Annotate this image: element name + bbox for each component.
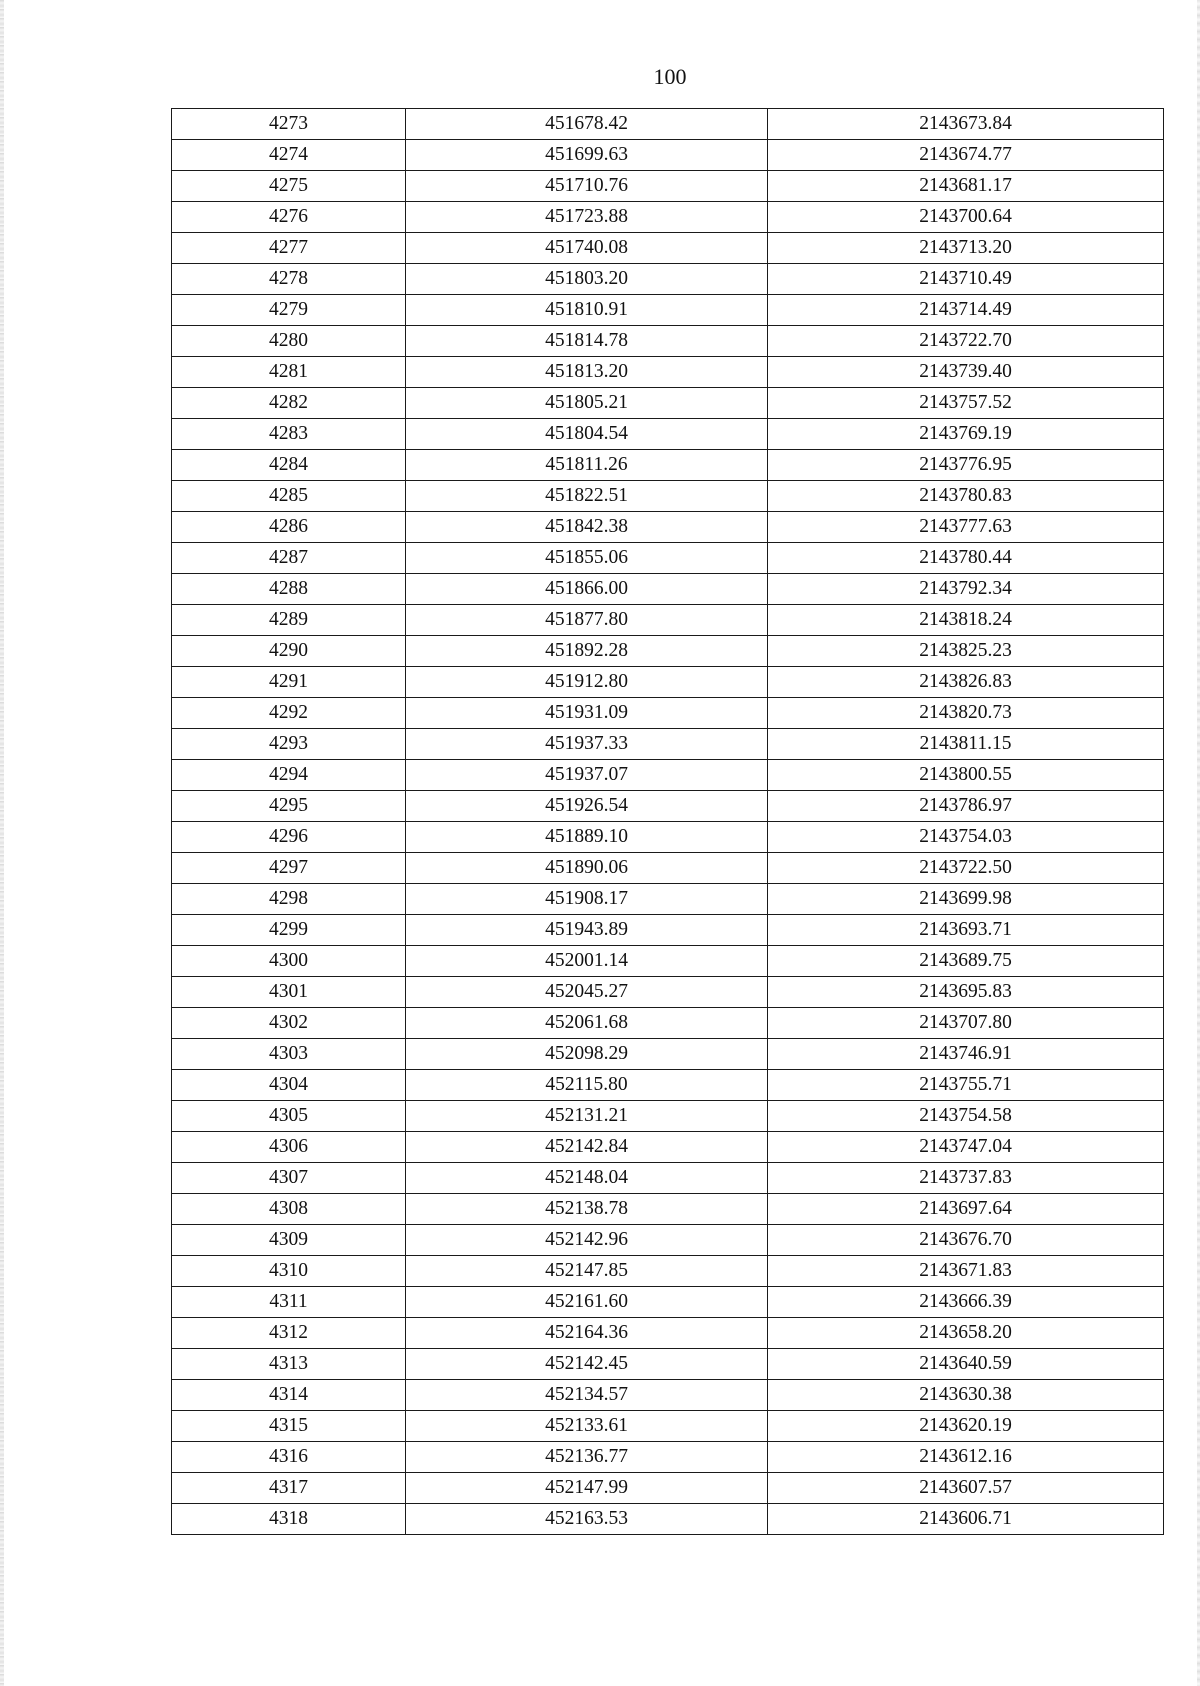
y-coordinate-cell: 2143755.71: [768, 1070, 1164, 1101]
x-coordinate-cell: 452142.45: [406, 1349, 768, 1380]
y-coordinate-cell: 2143777.63: [768, 512, 1164, 543]
x-coordinate-cell: 452142.84: [406, 1132, 768, 1163]
x-coordinate-cell: 452147.85: [406, 1256, 768, 1287]
y-coordinate-cell: 2143674.77: [768, 140, 1164, 171]
y-coordinate-cell: 2143699.98: [768, 884, 1164, 915]
point-number-cell: 4317: [172, 1473, 406, 1504]
point-number-cell: 4304: [172, 1070, 406, 1101]
y-coordinate-cell: 2143757.52: [768, 388, 1164, 419]
point-number-cell: 4290: [172, 636, 406, 667]
table-row: [172, 140, 1164, 171]
point-number-cell: 4280: [172, 326, 406, 357]
table-row: [172, 884, 1164, 915]
x-coordinate-cell: 451678.42: [406, 109, 768, 140]
x-coordinate-cell: 451805.21: [406, 388, 768, 419]
point-number-cell: 4293: [172, 729, 406, 760]
point-number-cell: 4299: [172, 915, 406, 946]
y-coordinate-cell: 2143754.58: [768, 1101, 1164, 1132]
x-coordinate-cell: 451803.20: [406, 264, 768, 295]
table-row: [172, 636, 1164, 667]
x-coordinate-cell: 451912.80: [406, 667, 768, 698]
table-row: [172, 667, 1164, 698]
x-coordinate-cell: 452045.27: [406, 977, 768, 1008]
table-row: [172, 915, 1164, 946]
point-number-cell: 4296: [172, 822, 406, 853]
x-coordinate-cell: 451931.09: [406, 698, 768, 729]
table-row: [172, 1473, 1164, 1504]
y-coordinate-cell: 2143786.97: [768, 791, 1164, 822]
point-number-cell: 4303: [172, 1039, 406, 1070]
table-row: [172, 1132, 1164, 1163]
y-coordinate-cell: 2143811.15: [768, 729, 1164, 760]
x-coordinate-cell: 451937.33: [406, 729, 768, 760]
table-row: [172, 295, 1164, 326]
y-coordinate-cell: 2143780.83: [768, 481, 1164, 512]
x-coordinate-cell: 451943.89: [406, 915, 768, 946]
y-coordinate-cell: 2143776.95: [768, 450, 1164, 481]
y-coordinate-cell: 2143820.73: [768, 698, 1164, 729]
table-row: [172, 1225, 1164, 1256]
x-coordinate-cell: 451908.17: [406, 884, 768, 915]
x-coordinate-cell: 452136.77: [406, 1442, 768, 1473]
y-coordinate-cell: 2143695.83: [768, 977, 1164, 1008]
table-row: [172, 543, 1164, 574]
x-coordinate-cell: 451890.06: [406, 853, 768, 884]
table-row: [172, 853, 1164, 884]
point-number-cell: 4291: [172, 667, 406, 698]
table-row: [172, 1411, 1164, 1442]
point-number-cell: 4288: [172, 574, 406, 605]
point-number-cell: 4302: [172, 1008, 406, 1039]
table-row: [172, 791, 1164, 822]
table-row: [172, 109, 1164, 140]
table-row: [172, 1163, 1164, 1194]
x-coordinate-cell: 451866.00: [406, 574, 768, 605]
y-coordinate-cell: 2143693.71: [768, 915, 1164, 946]
point-number-cell: 4311: [172, 1287, 406, 1318]
point-number-cell: 4313: [172, 1349, 406, 1380]
table-row: [172, 946, 1164, 977]
y-coordinate-cell: 2143713.20: [768, 233, 1164, 264]
table-row: [172, 1039, 1164, 1070]
point-number-cell: 4286: [172, 512, 406, 543]
table-row: [172, 1070, 1164, 1101]
table-row: [172, 574, 1164, 605]
y-coordinate-cell: 2143640.59: [768, 1349, 1164, 1380]
y-coordinate-cell: 2143707.80: [768, 1008, 1164, 1039]
y-coordinate-cell: 2143739.40: [768, 357, 1164, 388]
point-number-cell: 4300: [172, 946, 406, 977]
x-coordinate-cell: 452098.29: [406, 1039, 768, 1070]
y-coordinate-cell: 2143780.44: [768, 543, 1164, 574]
y-coordinate-cell: 2143607.57: [768, 1473, 1164, 1504]
table-row: [172, 729, 1164, 760]
x-coordinate-cell: 451740.08: [406, 233, 768, 264]
point-number-cell: 4282: [172, 388, 406, 419]
y-coordinate-cell: 2143666.39: [768, 1287, 1164, 1318]
x-coordinate-cell: 451710.76: [406, 171, 768, 202]
scan-edge-left: [0, 0, 4, 1686]
y-coordinate-cell: 2143746.91: [768, 1039, 1164, 1070]
x-coordinate-cell: 451811.26: [406, 450, 768, 481]
y-coordinate-cell: 2143606.71: [768, 1504, 1164, 1535]
point-number-cell: 4281: [172, 357, 406, 388]
x-coordinate-cell: 452061.68: [406, 1008, 768, 1039]
x-coordinate-cell: 452164.36: [406, 1318, 768, 1349]
x-coordinate-cell: 452001.14: [406, 946, 768, 977]
point-number-cell: 4298: [172, 884, 406, 915]
y-coordinate-cell: 2143630.38: [768, 1380, 1164, 1411]
point-number-cell: 4279: [172, 295, 406, 326]
y-coordinate-cell: 2143714.49: [768, 295, 1164, 326]
table-row: [172, 1194, 1164, 1225]
x-coordinate-cell: 452115.80: [406, 1070, 768, 1101]
point-number-cell: 4307: [172, 1163, 406, 1194]
point-number-cell: 4305: [172, 1101, 406, 1132]
coordinate-table: [171, 108, 1164, 1535]
y-coordinate-cell: 2143612.16: [768, 1442, 1164, 1473]
table-row: [172, 977, 1164, 1008]
x-coordinate-cell: 451877.80: [406, 605, 768, 636]
table-row: [172, 698, 1164, 729]
point-number-cell: 4318: [172, 1504, 406, 1535]
point-number-cell: 4308: [172, 1194, 406, 1225]
table-row: [172, 1256, 1164, 1287]
table-row: [172, 264, 1164, 295]
point-number-cell: 4276: [172, 202, 406, 233]
y-coordinate-cell: 2143700.64: [768, 202, 1164, 233]
table-row: [172, 419, 1164, 450]
point-number-cell: 4301: [172, 977, 406, 1008]
x-coordinate-cell: 451810.91: [406, 295, 768, 326]
point-number-cell: 4297: [172, 853, 406, 884]
point-number-cell: 4273: [172, 109, 406, 140]
x-coordinate-cell: 451889.10: [406, 822, 768, 853]
y-coordinate-cell: 2143689.75: [768, 946, 1164, 977]
y-coordinate-cell: 2143681.17: [768, 171, 1164, 202]
point-number-cell: 4289: [172, 605, 406, 636]
y-coordinate-cell: 2143697.64: [768, 1194, 1164, 1225]
x-coordinate-cell: 451813.20: [406, 357, 768, 388]
x-coordinate-cell: 451804.54: [406, 419, 768, 450]
y-coordinate-cell: 2143747.04: [768, 1132, 1164, 1163]
table-row: [172, 1318, 1164, 1349]
page-number: 100: [653, 64, 687, 89]
point-number-cell: 4287: [172, 543, 406, 574]
x-coordinate-cell: 452134.57: [406, 1380, 768, 1411]
point-number-cell: 4278: [172, 264, 406, 295]
table-row: [172, 760, 1164, 791]
point-number-cell: 4284: [172, 450, 406, 481]
table-row: [172, 1504, 1164, 1535]
table-row: [172, 1101, 1164, 1132]
table-row: [172, 450, 1164, 481]
x-coordinate-cell: 452147.99: [406, 1473, 768, 1504]
table-row: [172, 1008, 1164, 1039]
point-number-cell: 4295: [172, 791, 406, 822]
x-coordinate-cell: 452163.53: [406, 1504, 768, 1535]
point-number-cell: 4275: [172, 171, 406, 202]
x-coordinate-cell: 451937.07: [406, 760, 768, 791]
y-coordinate-cell: 2143673.84: [768, 109, 1164, 140]
table-row: [172, 326, 1164, 357]
y-coordinate-cell: 2143710.49: [768, 264, 1164, 295]
y-coordinate-cell: 2143722.50: [768, 853, 1164, 884]
y-coordinate-cell: 2143800.55: [768, 760, 1164, 791]
x-coordinate-cell: 451926.54: [406, 791, 768, 822]
point-number-cell: 4309: [172, 1225, 406, 1256]
table-row: [172, 171, 1164, 202]
table-row: [172, 605, 1164, 636]
x-coordinate-cell: 452133.61: [406, 1411, 768, 1442]
point-number-cell: 4294: [172, 760, 406, 791]
y-coordinate-cell: 2143620.19: [768, 1411, 1164, 1442]
table-row: [172, 512, 1164, 543]
point-number-cell: 4314: [172, 1380, 406, 1411]
y-coordinate-cell: 2143737.83: [768, 1163, 1164, 1194]
x-coordinate-cell: 451842.38: [406, 512, 768, 543]
table-row: [172, 202, 1164, 233]
point-number-cell: 4306: [172, 1132, 406, 1163]
table-row: [172, 388, 1164, 419]
x-coordinate-cell: 452142.96: [406, 1225, 768, 1256]
point-number-cell: 4283: [172, 419, 406, 450]
y-coordinate-cell: 2143826.83: [768, 667, 1164, 698]
point-number-cell: 4277: [172, 233, 406, 264]
x-coordinate-cell: 451814.78: [406, 326, 768, 357]
y-coordinate-cell: 2143722.70: [768, 326, 1164, 357]
x-coordinate-cell: 451855.06: [406, 543, 768, 574]
table-row: [172, 481, 1164, 512]
point-number-cell: 4285: [172, 481, 406, 512]
point-number-cell: 4315: [172, 1411, 406, 1442]
y-coordinate-cell: 2143769.19: [768, 419, 1164, 450]
point-number-cell: 4310: [172, 1256, 406, 1287]
point-number-cell: 4312: [172, 1318, 406, 1349]
y-coordinate-cell: 2143754.03: [768, 822, 1164, 853]
table-row: [172, 1442, 1164, 1473]
table-row: [172, 1380, 1164, 1411]
x-coordinate-cell: 452131.21: [406, 1101, 768, 1132]
y-coordinate-cell: 2143818.24: [768, 605, 1164, 636]
point-number-cell: 4274: [172, 140, 406, 171]
table-row: [172, 357, 1164, 388]
table-row: [172, 1287, 1164, 1318]
x-coordinate-cell: 452161.60: [406, 1287, 768, 1318]
y-coordinate-cell: 2143825.23: [768, 636, 1164, 667]
table-row: [172, 233, 1164, 264]
x-coordinate-cell: 452138.78: [406, 1194, 768, 1225]
y-coordinate-cell: 2143676.70: [768, 1225, 1164, 1256]
x-coordinate-cell: 451723.88: [406, 202, 768, 233]
x-coordinate-cell: 451822.51: [406, 481, 768, 512]
table-row: [172, 822, 1164, 853]
x-coordinate-cell: 451699.63: [406, 140, 768, 171]
point-number-cell: 4316: [172, 1442, 406, 1473]
coordinate-table-body: [172, 109, 1164, 1535]
y-coordinate-cell: 2143658.20: [768, 1318, 1164, 1349]
y-coordinate-cell: 2143792.34: [768, 574, 1164, 605]
x-coordinate-cell: 451892.28: [406, 636, 768, 667]
table-row: [172, 1349, 1164, 1380]
point-number-cell: 4292: [172, 698, 406, 729]
x-coordinate-cell: 452148.04: [406, 1163, 768, 1194]
y-coordinate-cell: 2143671.83: [768, 1256, 1164, 1287]
